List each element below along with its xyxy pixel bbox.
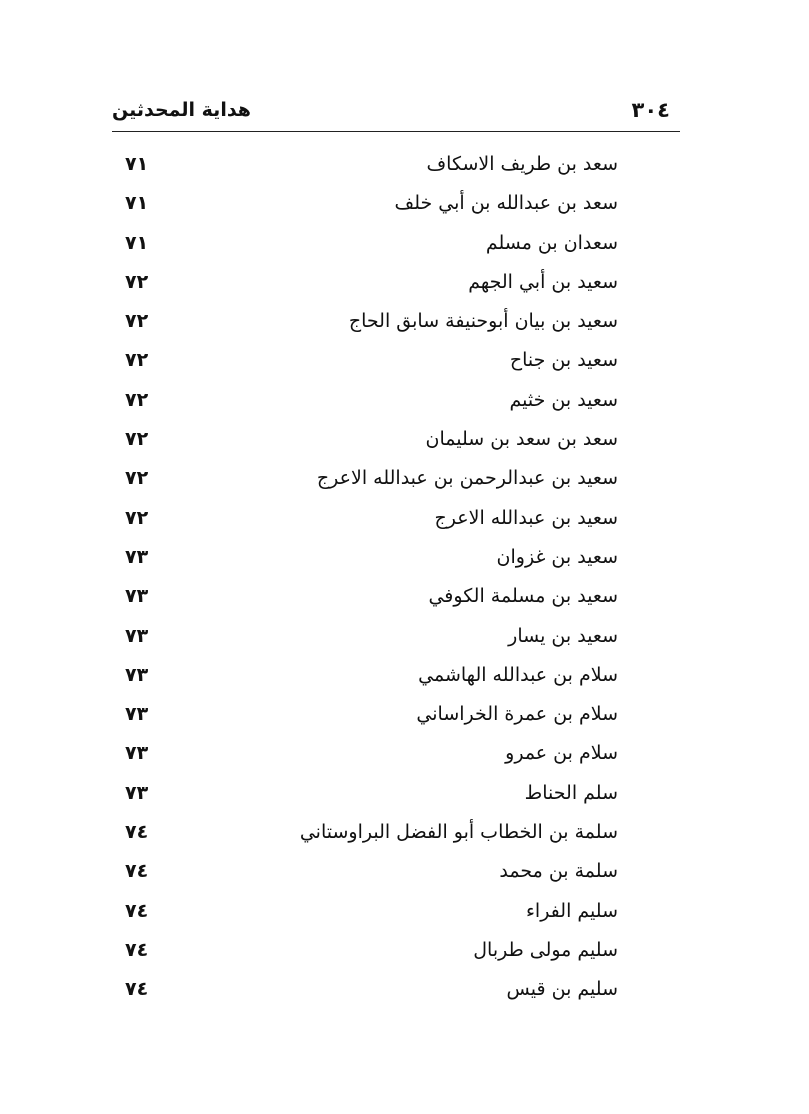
entry-page: ٧٤ — [125, 899, 149, 922]
entry-page: ٧١ — [125, 192, 149, 215]
book-title: هداية المحدثين — [112, 99, 251, 121]
header-divider — [112, 131, 680, 132]
list-item — [118, 892, 618, 931]
page-header — [112, 92, 678, 128]
list-item — [118, 184, 618, 223]
list-item — [118, 852, 618, 891]
list-item — [118, 263, 618, 302]
entry-name: سعيد بن غزوان — [496, 545, 618, 568]
list-item — [118, 420, 618, 459]
entry-name: سعيد بن بيان أبوحنيفة سابق الحاج — [348, 310, 618, 333]
entry-page: ٧٢ — [125, 467, 149, 490]
entry-name: سليم الفراء — [525, 899, 618, 922]
entry-name: سعيد بن جناح — [509, 349, 618, 372]
list-item — [118, 499, 618, 538]
entry-page: ٧٢ — [125, 349, 149, 372]
list-item — [118, 538, 618, 577]
list-item — [118, 734, 618, 773]
entry-name: سلمة بن الخطاب أبو الفضل البراوستاني — [299, 821, 618, 844]
entry-page: ٧٣ — [125, 624, 149, 647]
list-item — [118, 459, 618, 498]
list-item — [118, 656, 618, 695]
entry-name: سعيد بن خثيم — [509, 388, 618, 411]
entry-page: ٧٢ — [125, 388, 149, 411]
list-item — [118, 577, 618, 616]
list-item — [118, 931, 618, 970]
entry-name: سعيد بن مسلمة الكوفي — [428, 585, 618, 608]
list-item — [118, 381, 618, 420]
page-number: ٣٠٤ — [631, 98, 670, 122]
entry-name: سعيد بن أبي الجهم — [468, 270, 618, 293]
list-item — [118, 695, 618, 734]
entry-name: سلم الحناط — [524, 781, 618, 804]
list-item — [118, 617, 618, 656]
entry-page: ٧٣ — [125, 545, 149, 568]
entry-page: ٧٣ — [125, 781, 149, 804]
entry-name: سلام بن عبدالله الهاشمي — [418, 663, 618, 686]
entry-page: ٧١ — [125, 231, 149, 254]
list-item — [118, 302, 618, 341]
entry-page: ٧٣ — [125, 585, 149, 608]
entry-name: سعدان بن مسلم — [485, 231, 618, 254]
entry-name: سلام بن عمرة الخراساني — [416, 703, 618, 726]
entry-page: ٧٢ — [125, 506, 149, 529]
entry-name: سلمة بن محمد — [499, 860, 618, 883]
entry-name: سعد بن عبدالله بن أبي خلف — [394, 192, 618, 215]
list-item — [118, 145, 618, 184]
entry-name: سليم بن قيس — [506, 978, 618, 1001]
entry-name: سليم مولى طربال — [473, 938, 618, 961]
index-list — [118, 145, 618, 1010]
list-item — [118, 774, 618, 813]
entry-page: ٧٣ — [125, 703, 149, 726]
entry-name: سعد بن طريف الاسكاف — [426, 153, 618, 175]
entry-name: سعيد بن عبدالرحمن بن عبدالله الاعرج — [316, 467, 618, 490]
entry-page: ٧٤ — [125, 938, 149, 961]
entry-page: ٧٤ — [125, 978, 149, 1001]
list-item — [118, 970, 618, 1009]
entry-page: ٧٢ — [125, 270, 149, 293]
entry-name: سعد بن سعد بن سليمان — [425, 428, 618, 451]
list-item — [118, 813, 618, 852]
list-item — [118, 224, 618, 263]
entry-page: ٧٢ — [125, 428, 149, 451]
entry-page: ٧٣ — [125, 742, 149, 765]
entry-page: ٧٤ — [125, 860, 149, 883]
entry-page: ٧١ — [125, 153, 149, 175]
entry-page: ٧٣ — [125, 663, 149, 686]
entry-name: سعيد بن عبدالله الاعرج — [434, 506, 618, 529]
entry-name: سعيد بن يسار — [508, 624, 618, 647]
entry-name: سلام بن عمرو — [505, 742, 618, 765]
entry-page: ٧٢ — [125, 310, 149, 333]
entry-page: ٧٤ — [125, 821, 149, 844]
list-item — [118, 341, 618, 380]
